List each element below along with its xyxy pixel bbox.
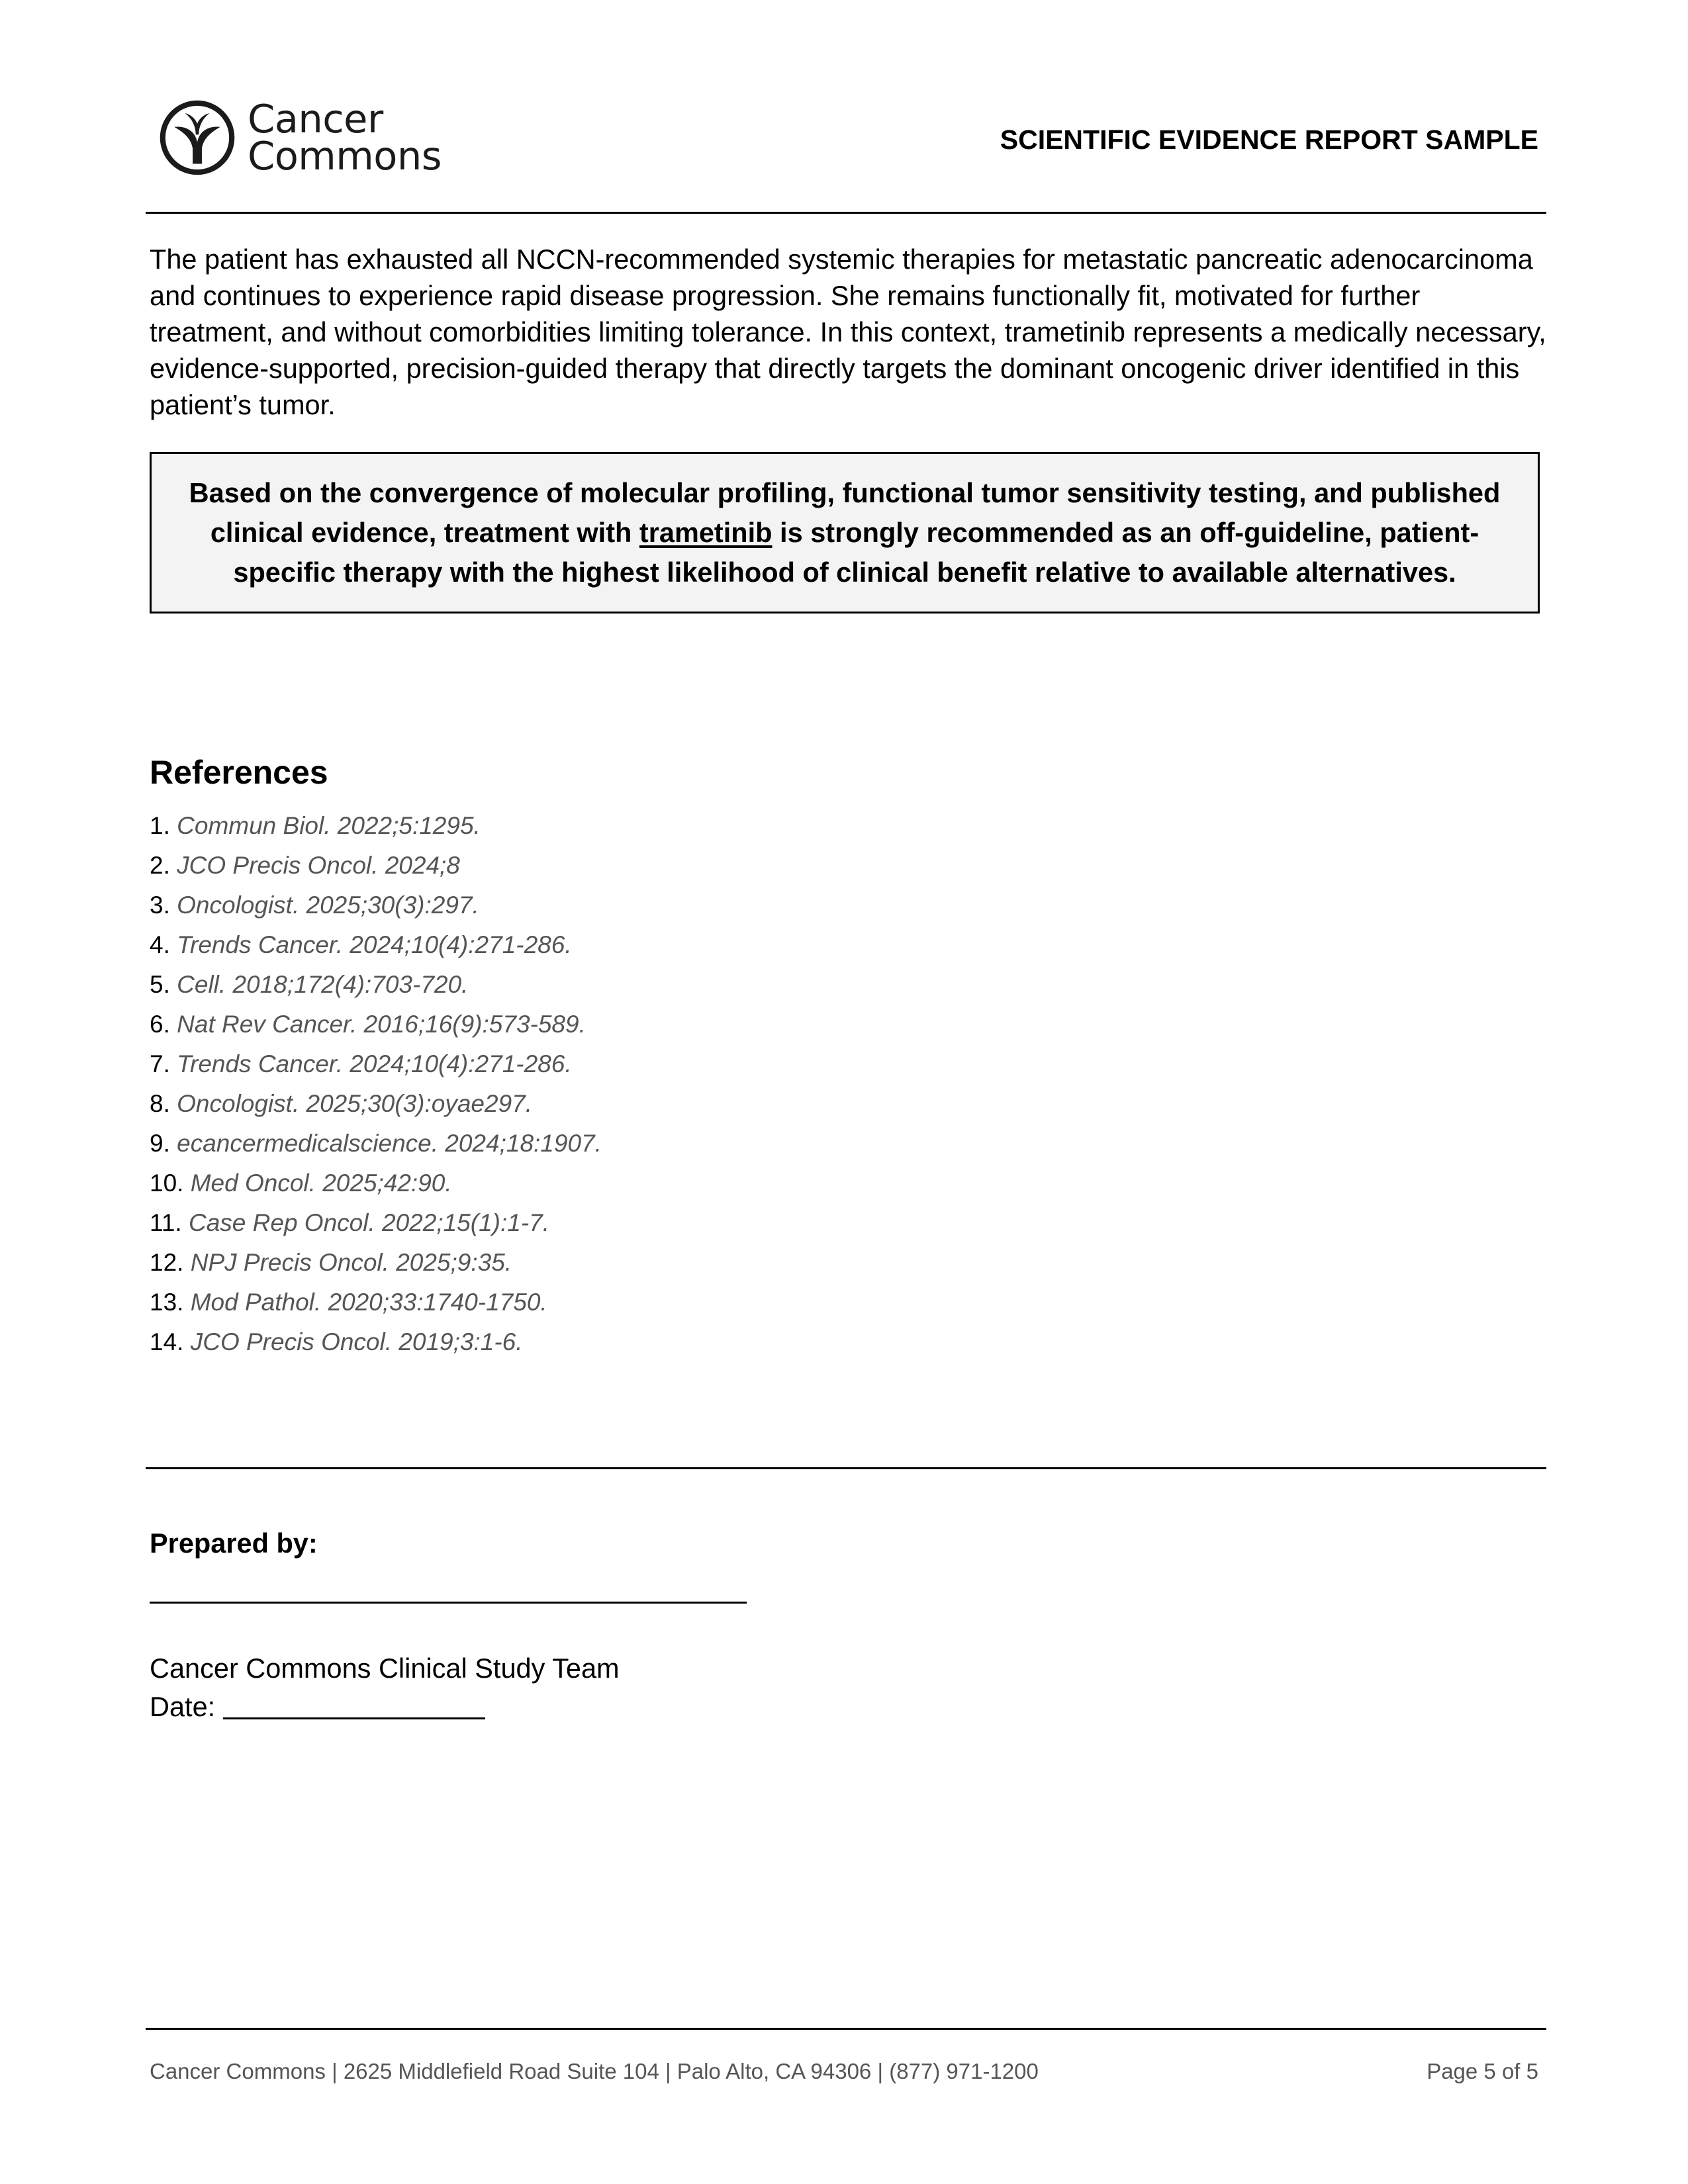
reference-item: 12. NPJ Precis Oncol. 2025;9:35.	[150, 1249, 512, 1276]
reference-item: 9. ecancermedicalscience. 2024;18:1907.	[150, 1130, 602, 1157]
reference-item: 14. JCO Precis Oncol. 2019;3:1-6.	[150, 1328, 523, 1355]
signature-line	[150, 1602, 747, 1604]
preparer-team: Cancer Commons Clinical Study Team	[150, 1653, 620, 1684]
reference-item: 6. Nat Rev Cancer. 2016;16(9):573-589.	[150, 1011, 586, 1038]
references-list	[150, 806, 602, 1362]
cancer-commons-logo	[159, 96, 442, 179]
recommendation-callout	[150, 452, 1540, 614]
footer-address: Cancer Commons | 2625 Middlefield Road Suite 104 | Palo Alto, CA 94306 | (877) 971-1200	[150, 2059, 1039, 2083]
reference-item: 8. Oncologist. 2025;30(3):oyae297.	[150, 1090, 533, 1117]
prepared-by-label: Prepared by:	[150, 1527, 318, 1559]
reference-item: 10. Med Oncol. 2025;42:90.	[150, 1169, 452, 1197]
reference-item: 3. Oncologist. 2025;30(3):297.	[150, 891, 479, 919]
references-heading: References	[150, 754, 328, 791]
reference-item: 13. Mod Pathol. 2020;33:1740-1750.	[150, 1289, 547, 1316]
page-number: Page 5 of 5	[1427, 2059, 1538, 2083]
header-divider	[146, 212, 1546, 214]
date-blank-line	[223, 1717, 485, 1719]
recommendation-text-after: is strongly recommended as an off-guideline, patient-specific therapy with the highest likelihood of clinical benefit relative to available alternatives.	[233, 517, 1479, 588]
intro-paragraph: The patient has exhausted all NCCN-recommended systemic therapies for metastatic pancreatic adenocarcinoma and continues to experience rapid disease progression. She remains functionally fit, motivated for further treatment, and without comorbidities limiting tolerance. In this context, trametinib represents a medically necessary, evidence-supported, precision-guided therapy that directly targets the dominant oncogenic driver identified in this patient’s tumor.	[150, 244, 1546, 420]
recommendation-text	[176, 473, 1513, 592]
section-divider	[146, 1467, 1546, 1469]
reference-item: 4. Trends Cancer. 2024;10(4):271-286.	[150, 931, 572, 958]
recommended-drug: trametinib	[639, 517, 773, 548]
reference-item: 2. JCO Precis Oncol. 2024;8	[150, 852, 460, 879]
recommendation-text-before: Based on the convergence of molecular profiling, functional tumor sensitivity testing, and published clinical evidence, treatment with	[189, 477, 1501, 548]
date-label: Date:	[150, 1691, 216, 1722]
reference-item: 7. Trends Cancer. 2024;10(4):271-286.	[150, 1050, 572, 1077]
logo-line-1: Cancer	[248, 96, 383, 142]
footer-divider	[146, 2028, 1546, 2030]
reference-item: 11. Case Rep Oncol. 2022;15(1):1-7.	[150, 1209, 550, 1236]
reference-item: 1. Commun Biol. 2022;5:1295.	[150, 812, 481, 839]
logo-line-2: Commons	[248, 133, 442, 179]
report-title: SCIENTIFIC EVIDENCE REPORT SAMPLE	[1000, 124, 1538, 155]
date-row	[150, 1688, 485, 1726]
logo-wordmark	[248, 96, 442, 179]
reference-item: 5. Cell. 2018;172(4):703-720.	[150, 971, 469, 998]
cancer-commons-logo-icon	[159, 99, 236, 176]
